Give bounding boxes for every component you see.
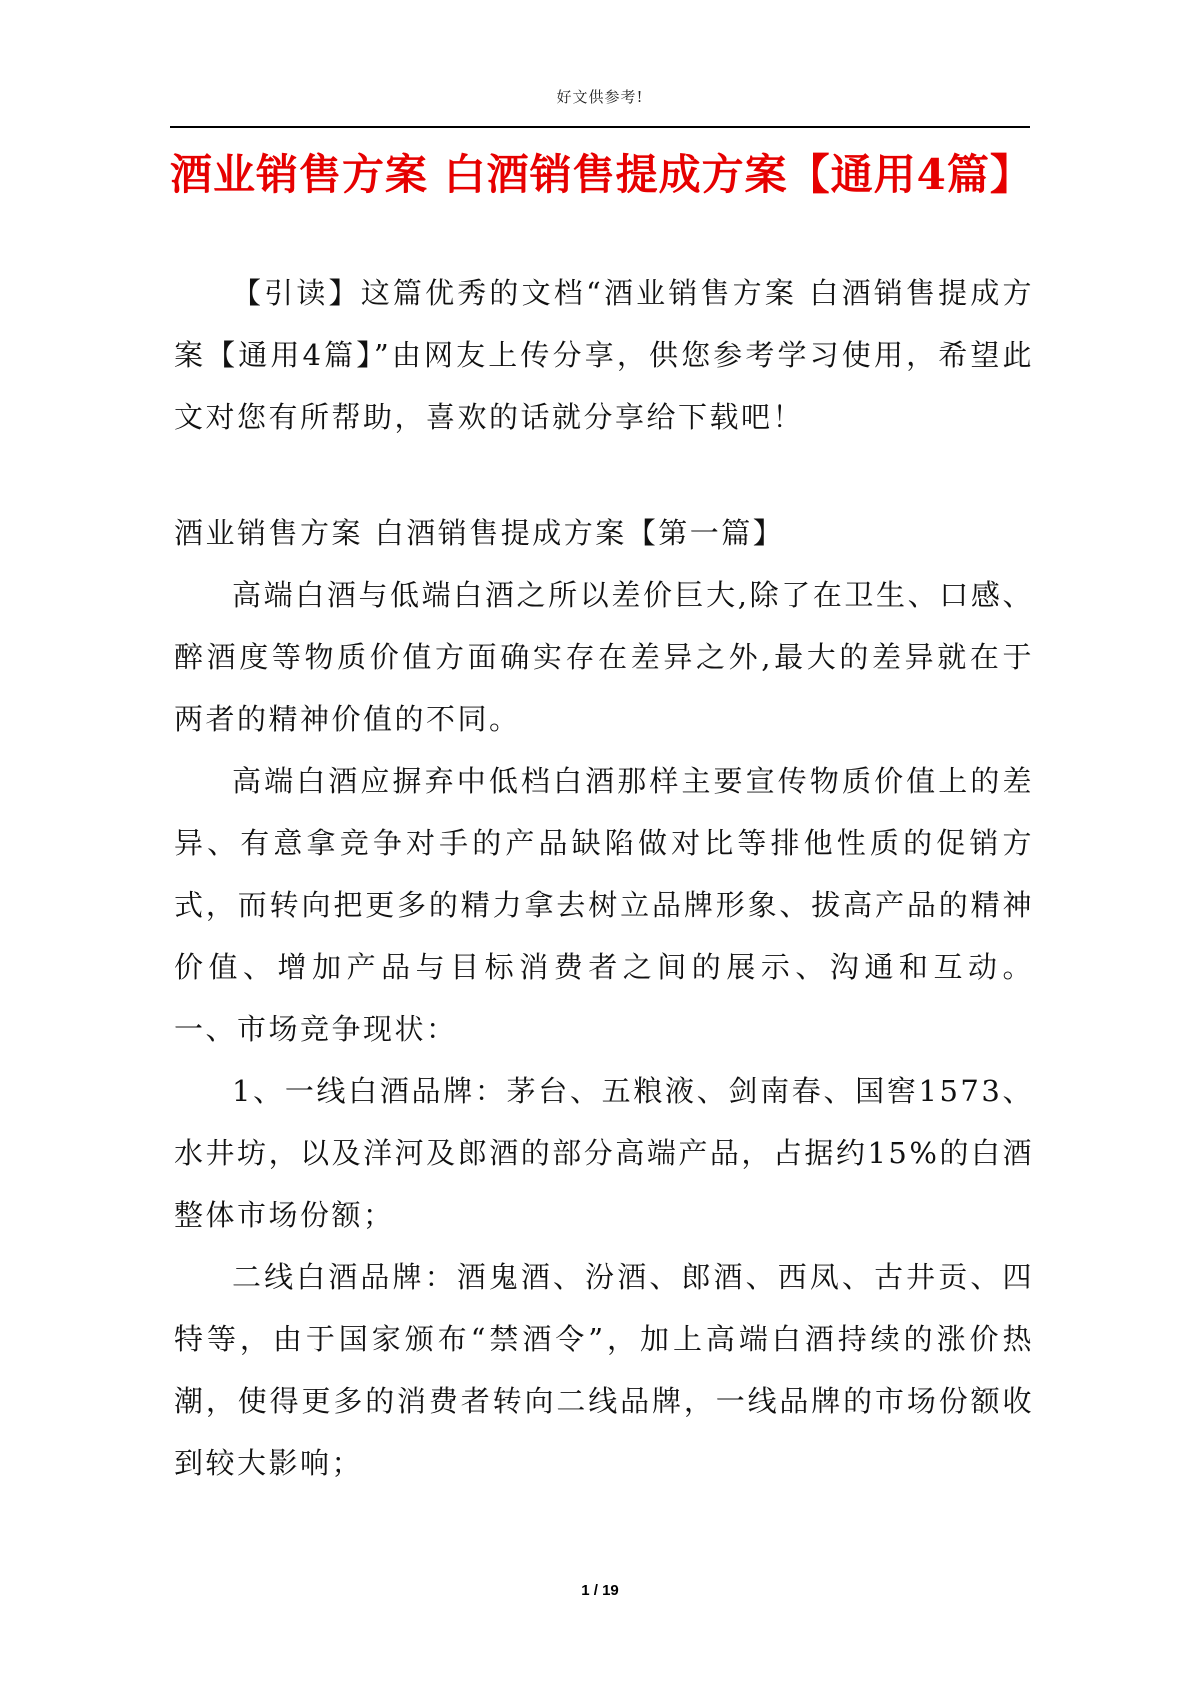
header-note: 好文供参考! xyxy=(556,88,644,106)
body-paragraph: 二线白酒品牌：酒鬼酒、汾酒、郎酒、西凤、古井贡、四特等，由于国家颁布“禁酒令”，加上高端白酒持续的涨价热潮，使得更多的消费者转向二线品牌，一线品牌的市场份额收到较大影响； xyxy=(174,1260,1034,1480)
paragraph-gap xyxy=(174,448,1034,502)
document-title: 酒业销售方案 白酒销售提成方案【通用4篇】 xyxy=(170,150,1033,199)
header-divider xyxy=(170,126,1030,128)
body-paragraph: 高端白酒与低端白酒之所以差价巨大,除了在卫生、口感、醉酒度等物质价值方面确实存在差异之外,最大的差异就在于两者的精神价值的不同。 xyxy=(174,578,1034,736)
body-paragraph: 高端白酒应摒弃中低档白酒那样主要宣传物质价值上的差异、有意拿竞争对手的产品缺陷做对比等排他性质的促销方式，而转向把更多的精力拿去树立品牌形象、拔高产品的精神价值、增加产品与目标消费者之间的展示、沟通和互动。 一、市场竞争现状： xyxy=(174,764,1034,1046)
page-number: 1 / 19 xyxy=(581,1582,619,1599)
intro-paragraph: 【引读】这篇优秀的文档“酒业销售方案 白酒销售提成方案【通用4篇】”由网友上传分享，供您参考学习使用，希望此文对您有所帮助，喜欢的话就分享给下载吧！ xyxy=(174,276,1034,434)
body-paragraph: 1、一线白酒品牌：茅台、五粮液、剑南春、国窖1573、水井坊，以及洋河及郎酒的部分高端产品，占据约15%的白酒整体市场份额； xyxy=(174,1074,1034,1232)
document-body xyxy=(174,262,1034,1494)
section-heading: 酒业销售方案 白酒销售提成方案【第一篇】 xyxy=(174,516,785,550)
